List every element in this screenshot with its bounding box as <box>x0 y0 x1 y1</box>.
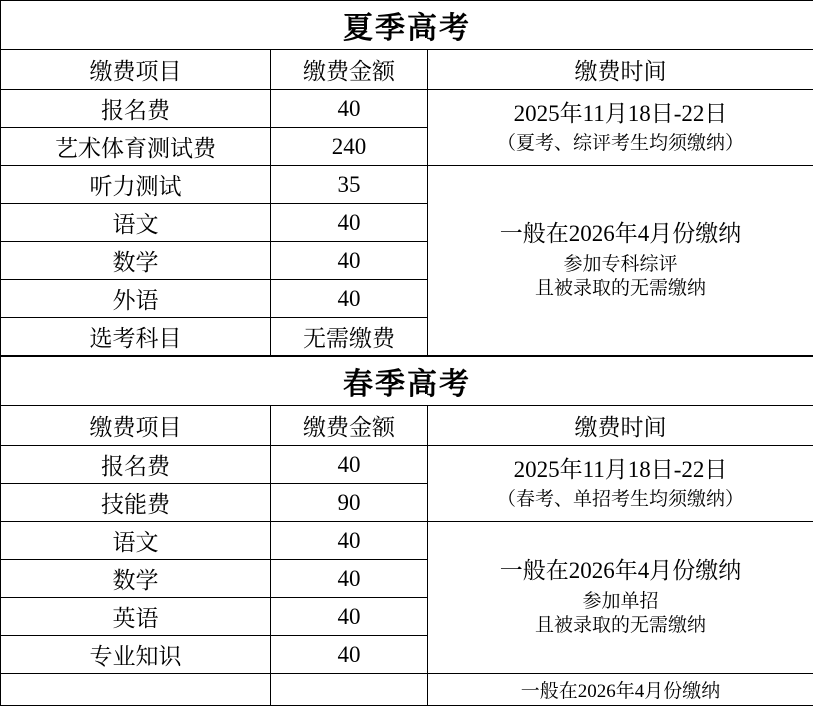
time-note-line: （夏考、综评考生均须缴纳） <box>432 132 809 156</box>
column-header-time: 缴费时间 <box>428 50 813 90</box>
section-title-summer: 夏季高考 <box>1 1 813 50</box>
item-amount: 240 <box>271 128 428 166</box>
item-amount: 40 <box>271 560 428 598</box>
time-block-registration-summer <box>428 90 813 166</box>
spring-exam-table <box>0 356 813 706</box>
item-name: 数学 <box>1 560 271 598</box>
time-main-line: 一般在2026年4月份缴纳 <box>432 219 809 248</box>
table-row <box>1 90 813 128</box>
time-main-line: 2025年11月18日-22日 <box>432 455 809 484</box>
table-row <box>1 166 813 204</box>
item-amount: 40 <box>271 522 428 560</box>
item-amount: 40 <box>271 204 428 242</box>
table-row <box>1 446 813 484</box>
item-name: 专业知识 <box>1 636 271 674</box>
item-name: 选考科目 <box>1 318 271 356</box>
item-amount: 35 <box>271 166 428 204</box>
item-name: 语文 <box>1 522 271 560</box>
section-title-spring: 春季高考 <box>1 357 813 406</box>
time-block-exam-summer <box>428 166 813 356</box>
item-name: 数学 <box>1 242 271 280</box>
item-name: 外语 <box>1 280 271 318</box>
time-main-line: 一般在2026年4月份缴纳 <box>432 556 809 585</box>
item-amount: 40 <box>271 242 428 280</box>
column-header-item: 缴费项目 <box>1 50 271 90</box>
time-main-line: 2025年11月18日-22日 <box>432 99 809 128</box>
time-clipped-line: 一般在2026年4月份缴纳 <box>428 674 813 706</box>
table-row <box>1 522 813 560</box>
item-amount: 无需缴费 <box>271 318 428 356</box>
table-row <box>1 1 813 50</box>
time-note-line: 参加单招 <box>432 590 809 614</box>
item-amount: 40 <box>271 90 428 128</box>
time-note-line: 参加专科综评 <box>432 253 809 277</box>
item-amount: 40 <box>271 446 428 484</box>
time-block-registration-spring <box>428 446 813 522</box>
item-name: 语文 <box>1 204 271 242</box>
item-name: 报名费 <box>1 90 271 128</box>
table-row <box>1 357 813 406</box>
table-row <box>1 406 813 446</box>
item-amount: 40 <box>271 280 428 318</box>
time-extra-line: 且被录取的无需缴纳 <box>432 277 809 301</box>
column-header-time: 缴费时间 <box>428 406 813 446</box>
table-row <box>1 50 813 90</box>
column-header-amount: 缴费金额 <box>271 406 428 446</box>
item-name: 报名费 <box>1 446 271 484</box>
item-amount: 90 <box>271 484 428 522</box>
item-name: 听力测试 <box>1 166 271 204</box>
item-name: 艺术体育测试费 <box>1 128 271 166</box>
column-header-item: 缴费项目 <box>1 406 271 446</box>
item-name: 技能费 <box>1 484 271 522</box>
item-amount: 40 <box>271 636 428 674</box>
column-header-amount: 缴费金额 <box>271 50 428 90</box>
time-block-exam-spring <box>428 522 813 674</box>
time-extra-line: 且被录取的无需缴纳 <box>432 614 809 638</box>
item-name: 英语 <box>1 598 271 636</box>
time-note-line: （春考、单招考生均须缴纳） <box>432 488 809 512</box>
item-amount: 40 <box>271 598 428 636</box>
